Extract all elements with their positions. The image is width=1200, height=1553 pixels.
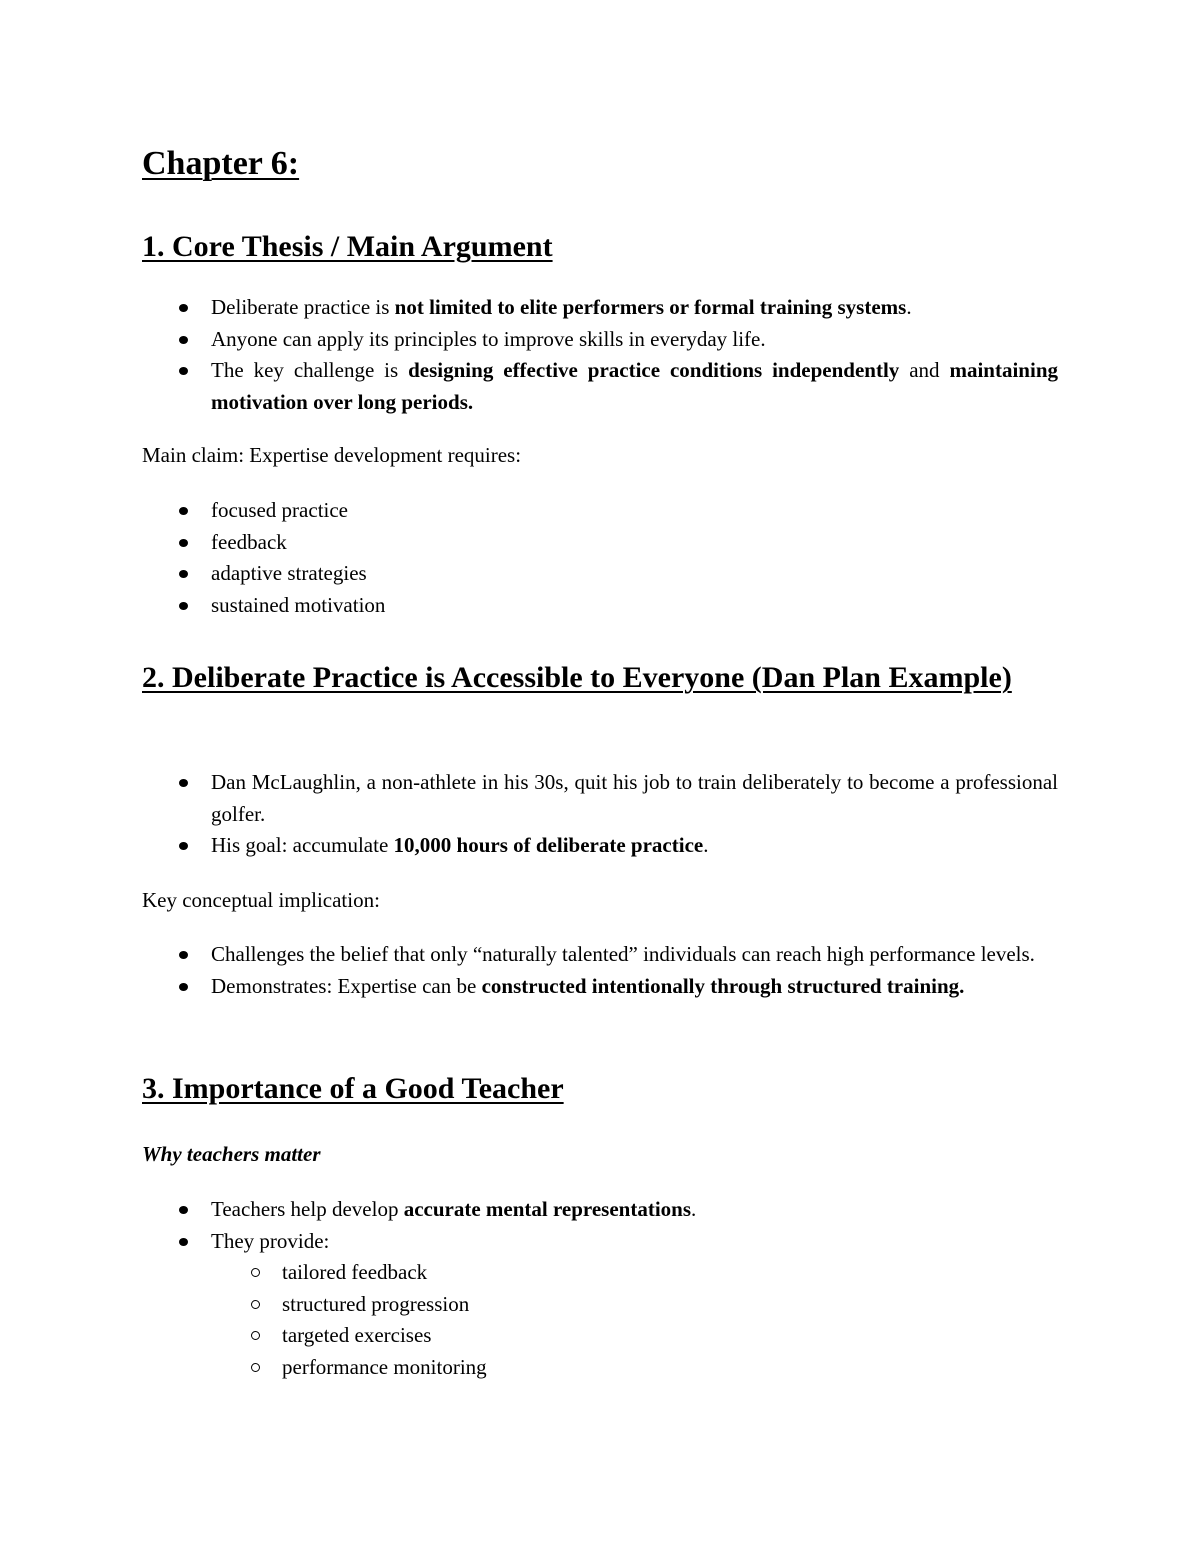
bullet-icon	[179, 1238, 188, 1246]
provides-sublist	[211, 1257, 1058, 1383]
list-item: The key challenge is designing effective practice conditions independently and maintaining motivation over long periods.	[142, 355, 1058, 418]
section-3-heading: 3. Importance of a Good Teacher	[142, 1072, 564, 1105]
list-item: Demonstrates: Expertise can be constructed intentionally through structured training.	[142, 971, 1058, 1003]
section-3-bullet-list	[142, 1194, 1058, 1383]
bullet-icon	[179, 336, 188, 344]
bullet-icon	[179, 951, 188, 959]
list-item: His goal: accumulate 10,000 hours of deliberate practice.	[142, 830, 1058, 862]
list-item: They provide: tailored feedback structured progression targeted exercises performance monitoring	[142, 1226, 1058, 1384]
hollow-bullet-icon	[251, 1300, 260, 1309]
bullet-icon	[179, 779, 188, 787]
list-item: Deliberate practice is not limited to elite performers or formal training systems.	[142, 292, 1058, 324]
section-2-heading: 2. Deliberate Practice is Accessible to Everyone (Dan Plan Example)	[142, 661, 1012, 694]
bullet-icon	[179, 842, 188, 850]
bullet-icon	[179, 304, 188, 312]
list-item: feedback	[142, 527, 1058, 559]
list-item: Teachers help develop accurate mental representations.	[142, 1194, 1058, 1226]
sublist-item: tailored feedback	[211, 1257, 1058, 1289]
section-1-heading: 1. Core Thesis / Main Argument	[142, 230, 553, 263]
list-item: adaptive strategies	[142, 558, 1058, 590]
section-1-bullet-list	[142, 292, 1058, 418]
list-item: Anyone can apply its principles to improve skills in everyday life.	[142, 324, 1058, 356]
list-item: focused practice	[142, 495, 1058, 527]
bullet-icon	[179, 507, 188, 515]
bullet-icon	[179, 367, 188, 375]
list-item: Challenges the belief that only “naturally talented” individuals can reach high performance levels.	[142, 939, 1058, 971]
sublist-item: targeted exercises	[211, 1320, 1058, 1352]
bullet-icon	[179, 539, 188, 547]
hollow-bullet-icon	[251, 1331, 260, 1340]
chapter-title: Chapter 6:	[142, 145, 300, 182]
bullet-icon	[179, 602, 188, 610]
requirements-list	[142, 495, 1058, 621]
bullet-icon	[179, 983, 188, 991]
section-3-subheading: Why teachers matter	[142, 1142, 321, 1166]
hollow-bullet-icon	[251, 1363, 260, 1372]
list-item: Dan McLaughlin, a non-athlete in his 30s, quit his job to train deliberately to become a professional golfer.	[142, 767, 1058, 830]
sublist-item: structured progression	[211, 1289, 1058, 1321]
bullet-icon	[179, 1206, 188, 1214]
section-2-bullet-list	[142, 767, 1058, 862]
bullet-icon	[179, 570, 188, 578]
main-claim-text: Main claim: Expertise development requires:	[142, 443, 522, 467]
hollow-bullet-icon	[251, 1268, 260, 1277]
implication-text: Key conceptual implication:	[142, 888, 380, 912]
sublist-item: performance monitoring	[211, 1352, 1058, 1384]
list-item: sustained motivation	[142, 590, 1058, 622]
implication-list	[142, 939, 1058, 1002]
